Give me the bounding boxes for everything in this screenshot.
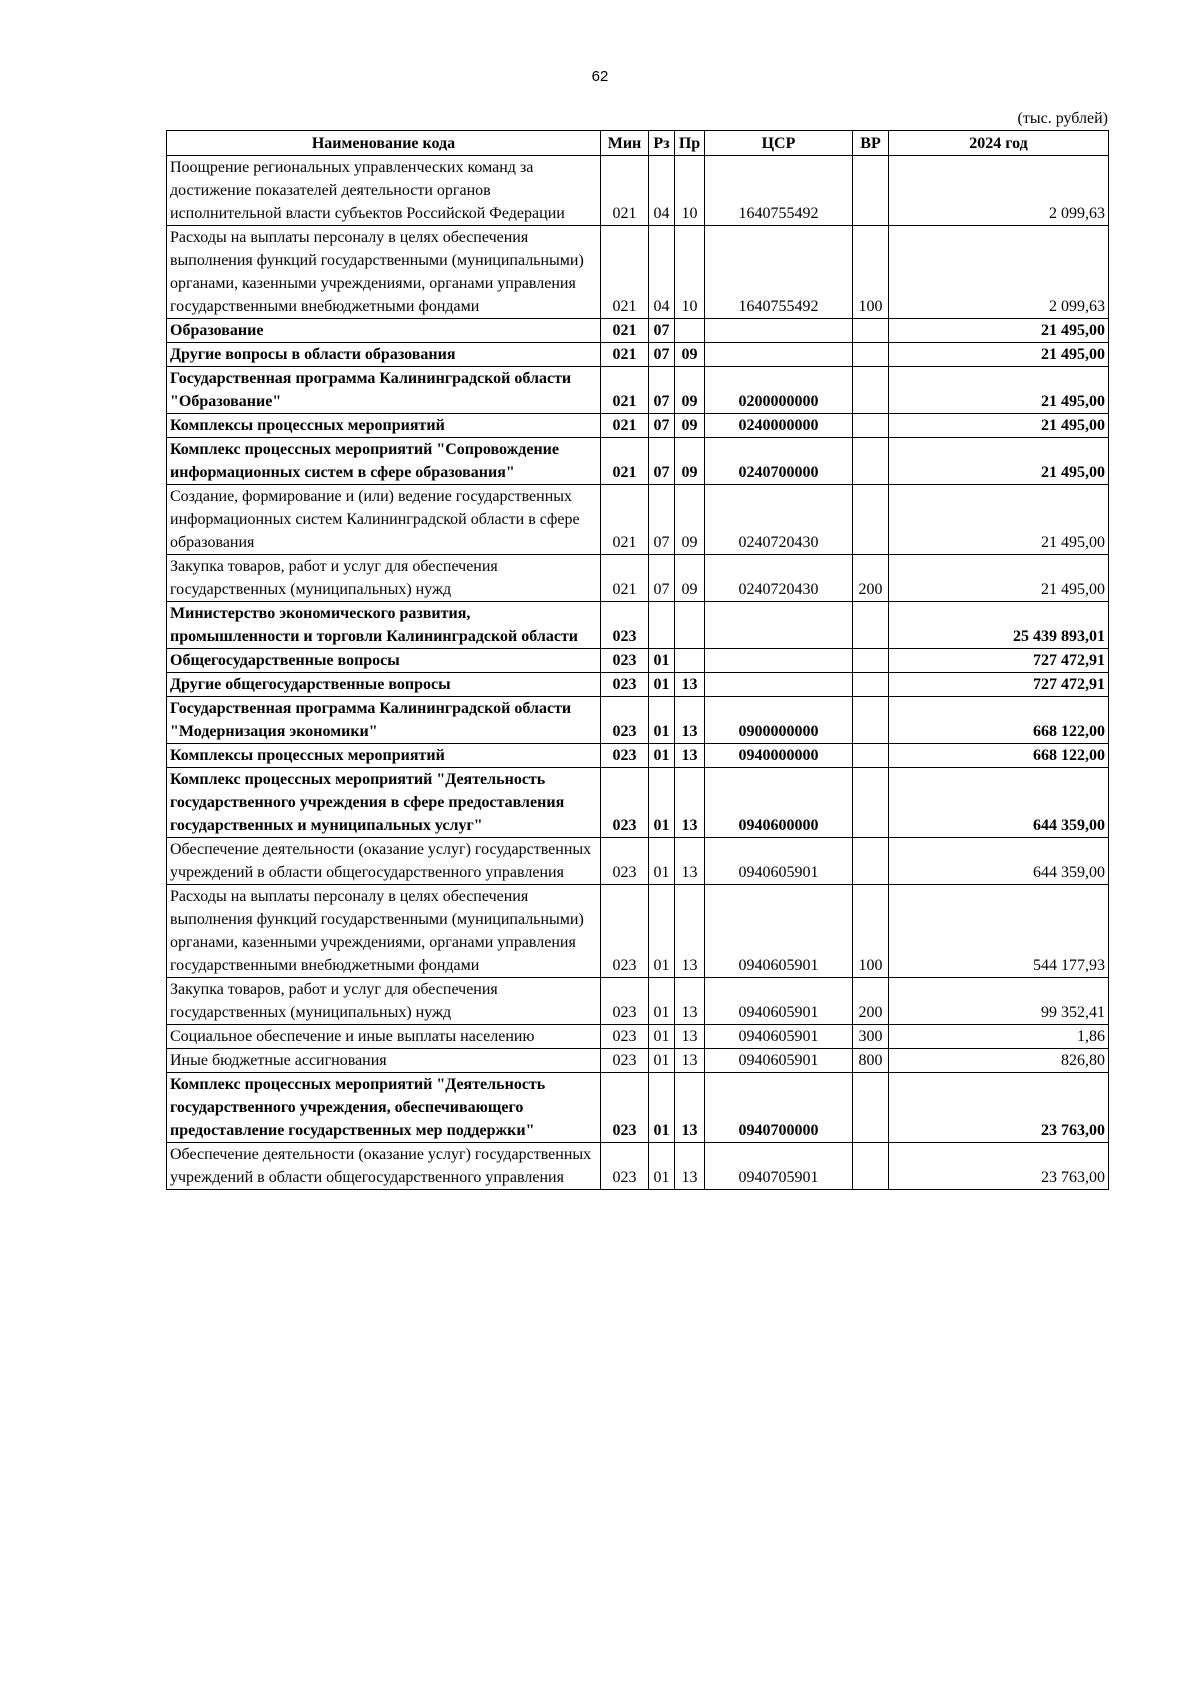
cell-pr: 13 (675, 1025, 705, 1049)
cell-pr (675, 602, 705, 649)
cell-sum: 727 472,91 (889, 649, 1109, 673)
cell-name: Комплекс процессных мероприятий "Деятельность государственного учреждения, обеспечивающего предоставление государственных мер поддержки" (167, 1073, 601, 1143)
cell-vr (853, 673, 889, 697)
cell-min: 021 (601, 414, 649, 438)
cell-sum: 2 099,63 (889, 226, 1109, 319)
cell-name: Социальное обеспечение и иные выплаты населению (167, 1025, 601, 1049)
cell-sum: 21 495,00 (889, 438, 1109, 485)
cell-sum: 826,80 (889, 1049, 1109, 1073)
cell-name: Расходы на выплаты персоналу в целях обеспечения выполнения функций государственными (муниципальными) органами, казенными учреждениями, органами управления государственными внебюджетными фондами (167, 885, 601, 978)
cell-min: 023 (601, 744, 649, 768)
cell-rz: 01 (649, 649, 675, 673)
cell-pr: 09 (675, 555, 705, 602)
cell-name: Другие общегосударственные вопросы (167, 673, 601, 697)
budget-table (166, 130, 1109, 1190)
cell-rz: 07 (649, 438, 675, 485)
cell-pr: 13 (675, 978, 705, 1025)
cell-vr (853, 768, 889, 838)
cell-vr (853, 744, 889, 768)
cell-pr: 13 (675, 1143, 705, 1190)
cell-rz: 01 (649, 1025, 675, 1049)
cell-pr: 09 (675, 367, 705, 414)
cell-csr (705, 602, 853, 649)
cell-csr: 0940605901 (705, 838, 853, 885)
cell-vr (853, 438, 889, 485)
header-csr: ЦСР (705, 131, 853, 156)
cell-pr: 10 (675, 156, 705, 226)
table-row (167, 602, 1109, 649)
cell-pr: 13 (675, 838, 705, 885)
cell-csr: 0940700000 (705, 1073, 853, 1143)
cell-sum: 21 495,00 (889, 343, 1109, 367)
table-row (167, 367, 1109, 414)
cell-sum: 644 359,00 (889, 768, 1109, 838)
cell-name: Комплекс процессных мероприятий "Сопровождение информационных систем в сфере образования" (167, 438, 601, 485)
cell-csr: 0940705901 (705, 1143, 853, 1190)
cell-csr: 1640755492 (705, 226, 853, 319)
cell-name: Комплекс процессных мероприятий "Деятельность государственного учреждения в сфере предоставления государственных и муниципальных услуг" (167, 768, 601, 838)
cell-min: 021 (601, 156, 649, 226)
cell-sum: 21 495,00 (889, 414, 1109, 438)
cell-min: 021 (601, 438, 649, 485)
table-row (167, 673, 1109, 697)
cell-min: 023 (601, 768, 649, 838)
cell-name: Расходы на выплаты персоналу в целях обеспечения выполнения функций государственными (муниципальными) органами, казенными учреждениями, органами управления государственными внебюджетными фондами (167, 226, 601, 319)
cell-csr: 0240700000 (705, 438, 853, 485)
table-row (167, 649, 1109, 673)
cell-sum: 21 495,00 (889, 555, 1109, 602)
cell-vr: 200 (853, 555, 889, 602)
cell-sum: 21 495,00 (889, 319, 1109, 343)
cell-min: 023 (601, 1073, 649, 1143)
cell-name: Комплексы процессных мероприятий (167, 744, 601, 768)
cell-pr: 13 (675, 744, 705, 768)
cell-name: Создание, формирование и (или) ведение государственных информационных систем Калининградской области в сфере образования (167, 485, 601, 555)
cell-vr (853, 156, 889, 226)
table-row (167, 697, 1109, 744)
cell-pr (675, 649, 705, 673)
cell-sum: 2 099,63 (889, 156, 1109, 226)
cell-rz: 07 (649, 343, 675, 367)
cell-name: Обеспечение деятельности (оказание услуг) государственных учреждений в области общегосударственного управления (167, 1143, 601, 1190)
cell-name: Комплексы процессных мероприятий (167, 414, 601, 438)
cell-vr: 100 (853, 226, 889, 319)
cell-name: Министерство экономического развития, промышленности и торговли Калининградской области (167, 602, 601, 649)
cell-vr: 200 (853, 978, 889, 1025)
table-header-row (167, 131, 1109, 156)
table-row (167, 226, 1109, 319)
cell-vr (853, 319, 889, 343)
cell-pr: 13 (675, 697, 705, 744)
cell-name: Государственная программа Калининградской области "Модернизация экономики" (167, 697, 601, 744)
cell-csr: 0240000000 (705, 414, 853, 438)
header-pr: Пр (675, 131, 705, 156)
cell-min: 023 (601, 838, 649, 885)
table-row (167, 744, 1109, 768)
cell-rz: 07 (649, 367, 675, 414)
cell-min: 023 (601, 1049, 649, 1073)
cell-pr: 13 (675, 1049, 705, 1073)
cell-pr: 13 (675, 1073, 705, 1143)
cell-rz: 07 (649, 555, 675, 602)
cell-min: 021 (601, 319, 649, 343)
cell-rz: 07 (649, 414, 675, 438)
cell-rz: 01 (649, 673, 675, 697)
cell-pr: 09 (675, 485, 705, 555)
cell-csr (705, 319, 853, 343)
cell-csr: 0940605901 (705, 978, 853, 1025)
header-min: Мин (601, 131, 649, 156)
table-row (167, 555, 1109, 602)
cell-pr: 13 (675, 885, 705, 978)
cell-csr (705, 673, 853, 697)
table-row (167, 1025, 1109, 1049)
cell-vr (853, 343, 889, 367)
table-row (167, 1073, 1109, 1143)
table-row (167, 768, 1109, 838)
cell-rz: 07 (649, 485, 675, 555)
cell-sum: 727 472,91 (889, 673, 1109, 697)
cell-min: 021 (601, 343, 649, 367)
cell-pr: 13 (675, 673, 705, 697)
cell-rz: 01 (649, 697, 675, 744)
cell-min: 023 (601, 649, 649, 673)
cell-csr: 0900000000 (705, 697, 853, 744)
cell-sum: 1,86 (889, 1025, 1109, 1049)
cell-name: Поощрение региональных управленческих команд за достижение показателей деятельности органов исполнительной власти субъектов Российской Федерации (167, 156, 601, 226)
cell-vr (853, 414, 889, 438)
cell-min: 021 (601, 555, 649, 602)
cell-rz: 01 (649, 838, 675, 885)
cell-vr (853, 367, 889, 414)
table-row (167, 319, 1109, 343)
cell-sum: 21 495,00 (889, 367, 1109, 414)
cell-sum: 668 122,00 (889, 697, 1109, 744)
cell-pr: 13 (675, 768, 705, 838)
cell-sum: 23 763,00 (889, 1073, 1109, 1143)
cell-min: 023 (601, 1025, 649, 1049)
cell-sum: 668 122,00 (889, 744, 1109, 768)
cell-name: Закупка товаров, работ и услуг для обеспечения государственных (муниципальных) нужд (167, 978, 601, 1025)
cell-vr (853, 697, 889, 744)
cell-sum: 644 359,00 (889, 838, 1109, 885)
cell-sum: 99 352,41 (889, 978, 1109, 1025)
cell-min: 021 (601, 226, 649, 319)
cell-min: 023 (601, 978, 649, 1025)
cell-vr: 800 (853, 1049, 889, 1073)
table-row (167, 438, 1109, 485)
units-label: (тыс. рублей) (1017, 110, 1108, 127)
cell-vr (853, 1073, 889, 1143)
cell-rz: 01 (649, 885, 675, 978)
cell-min: 023 (601, 602, 649, 649)
table-row (167, 885, 1109, 978)
cell-pr: 09 (675, 438, 705, 485)
cell-csr (705, 343, 853, 367)
cell-min: 021 (601, 367, 649, 414)
cell-csr: 0240720430 (705, 555, 853, 602)
cell-rz: 01 (649, 1143, 675, 1190)
cell-sum: 544 177,93 (889, 885, 1109, 978)
cell-csr: 0240720430 (705, 485, 853, 555)
cell-pr (675, 319, 705, 343)
cell-name: Иные бюджетные ассигнования (167, 1049, 601, 1073)
cell-rz: 04 (649, 156, 675, 226)
cell-min: 023 (601, 673, 649, 697)
cell-rz: 07 (649, 319, 675, 343)
page-number: 62 (591, 68, 609, 85)
cell-rz: 01 (649, 744, 675, 768)
table-row (167, 838, 1109, 885)
cell-pr: 09 (675, 343, 705, 367)
cell-name: Образование (167, 319, 601, 343)
cell-csr: 0940605901 (705, 885, 853, 978)
cell-rz: 01 (649, 1073, 675, 1143)
cell-name: Закупка товаров, работ и услуг для обеспечения государственных (муниципальных) нужд (167, 555, 601, 602)
cell-pr: 09 (675, 414, 705, 438)
cell-name: Другие вопросы в области образования (167, 343, 601, 367)
header-name: Наименование кода (167, 131, 601, 156)
cell-vr: 300 (853, 1025, 889, 1049)
table-row (167, 414, 1109, 438)
table-row (167, 978, 1109, 1025)
cell-vr: 100 (853, 885, 889, 978)
cell-csr (705, 649, 853, 673)
cell-name: Обеспечение деятельности (оказание услуг) государственных учреждений в области общегосударственного управления (167, 838, 601, 885)
cell-min: 023 (601, 1143, 649, 1190)
cell-name: Общегосударственные вопросы (167, 649, 601, 673)
cell-vr (853, 485, 889, 555)
table-row (167, 1049, 1109, 1073)
cell-csr: 0940000000 (705, 744, 853, 768)
table-row (167, 1143, 1109, 1190)
table-body (167, 156, 1109, 1190)
cell-csr: 1640755492 (705, 156, 853, 226)
header-rz: Рз (649, 131, 675, 156)
cell-csr: 0200000000 (705, 367, 853, 414)
cell-sum: 23 763,00 (889, 1143, 1109, 1190)
header-year: 2024 год (889, 131, 1109, 156)
cell-name: Государственная программа Калининградской области "Образование" (167, 367, 601, 414)
cell-csr: 0940600000 (705, 768, 853, 838)
table-row (167, 156, 1109, 226)
cell-sum: 21 495,00 (889, 485, 1109, 555)
cell-rz: 01 (649, 768, 675, 838)
cell-vr (853, 602, 889, 649)
cell-min: 021 (601, 485, 649, 555)
cell-min: 023 (601, 885, 649, 978)
table-row (167, 485, 1109, 555)
cell-csr: 0940605901 (705, 1025, 853, 1049)
cell-vr (853, 1143, 889, 1190)
header-vr: ВР (853, 131, 889, 156)
cell-rz: 01 (649, 978, 675, 1025)
cell-sum: 25 439 893,01 (889, 602, 1109, 649)
cell-rz: 04 (649, 226, 675, 319)
cell-pr: 10 (675, 226, 705, 319)
table-row (167, 343, 1109, 367)
cell-csr: 0940605901 (705, 1049, 853, 1073)
cell-rz: 01 (649, 1049, 675, 1073)
cell-vr (853, 649, 889, 673)
cell-min: 023 (601, 697, 649, 744)
cell-rz (649, 602, 675, 649)
cell-vr (853, 838, 889, 885)
